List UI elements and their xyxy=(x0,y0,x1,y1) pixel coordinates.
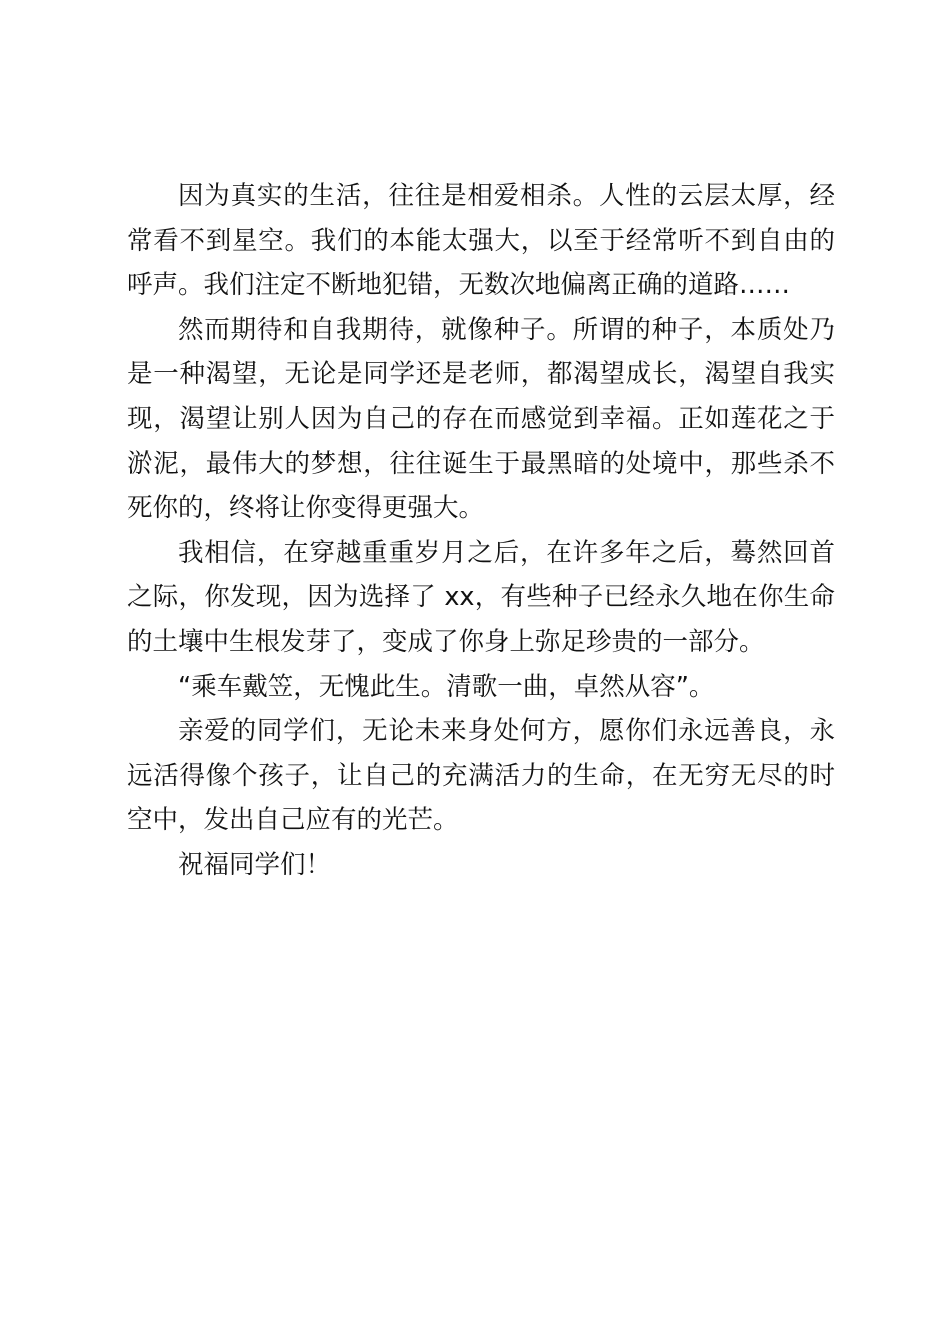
paragraph-1: 因为真实的生活，往往是相爱相杀。人性的云层太厚，经常看不到星空。我们的本能太强大，以至于经常听不到自由的呼声。我们注定不断地犯错，无数次地偏离正确的道路…… xyxy=(127,181,835,301)
document-body xyxy=(127,174,835,888)
paragraph-4-quote: “乘车戴笠，无愧此生。清歌一曲，卓然从容”。 xyxy=(178,671,715,702)
paragraph-5: 亲爱的同学们，无论未来身处何方，愿你们永远善良，永远活得像个孩子，让自己的充满活力的生命，在无穷无尽的时空中，发出自己应有的光芒。 xyxy=(127,716,835,836)
paragraph-2: 然而期待和自我期待，就像种子。所谓的种子，本质处乃是一种渴望，无论是同学还是老师，都渴望成长，渴望自我实现，渴望让别人因为自己的存在而感觉到幸福。正如莲花之于淤泥，最伟大的梦想，往往诞生于最黑暗的处境中，那些杀不死你的，终将让你变得更强大。 xyxy=(127,314,835,524)
paragraph-6-closing: 祝福同学们！ xyxy=(178,849,332,880)
paragraph-3: 我相信，在穿越重重岁月之后，在许多年之后，蓦然回首之际，你发现，因为选择了 xx，有些种子已经永久地在你生命的土壤中生根发芽了，变成了你身上弥足珍贵的一部分。 xyxy=(127,537,835,657)
